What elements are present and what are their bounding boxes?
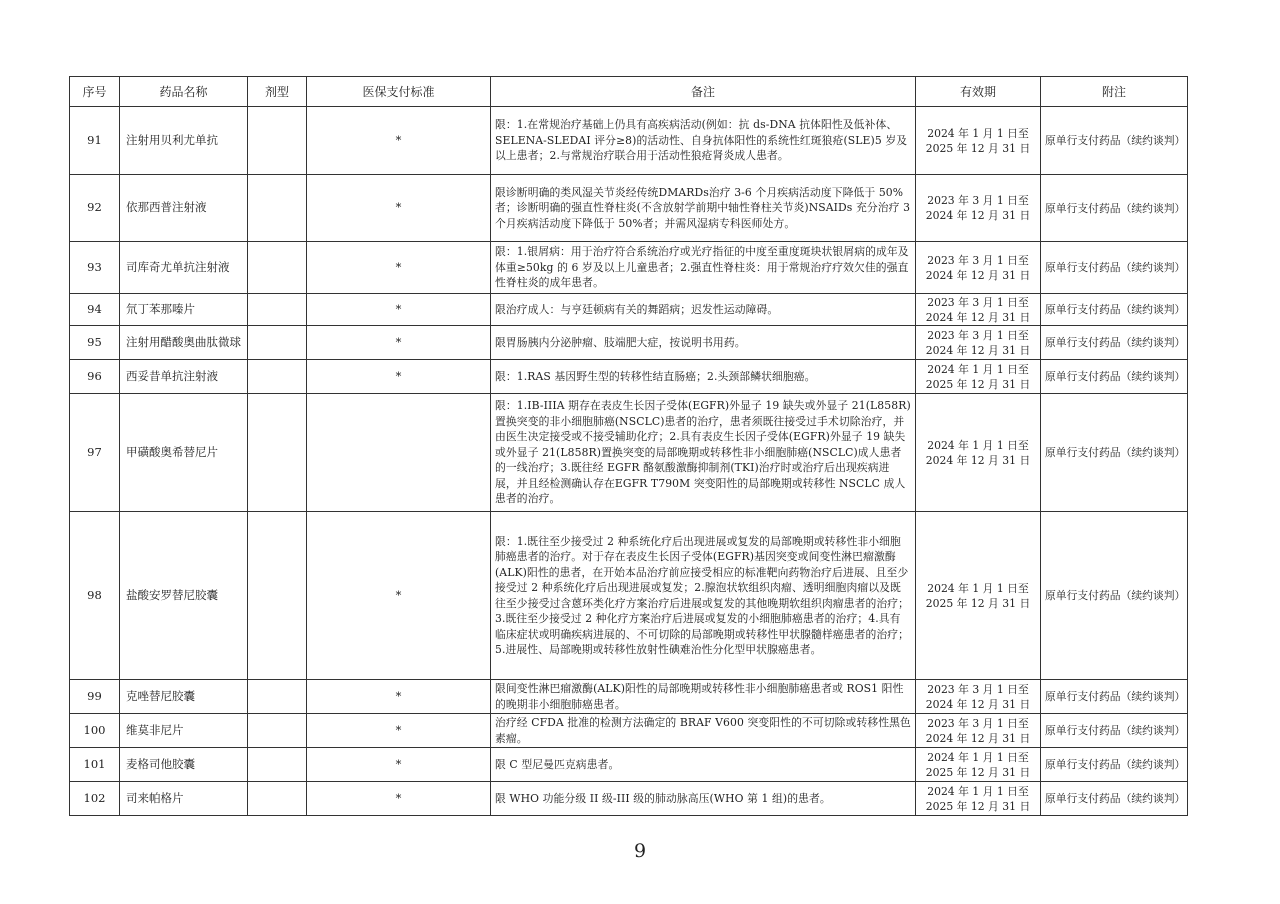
payment-standard: * <box>307 175 491 242</box>
valid-to: 2025 年 12 月 31 日 <box>925 141 1031 155</box>
header-validity: 有效期 <box>916 77 1041 107</box>
note-text: 原单行支付药品（续约谈判） <box>1041 242 1188 294</box>
note-text: 原单行支付药品（续约谈判） <box>1041 748 1188 782</box>
note-text: 原单行支付药品（续约谈判） <box>1041 107 1188 175</box>
valid-from: 2024 年 1 月 1 日至 <box>927 126 1029 140</box>
valid-from: 2023 年 3 月 1 日至 <box>927 253 1029 267</box>
dosage-form <box>248 748 307 782</box>
valid-from: 2023 年 3 月 1 日至 <box>927 682 1029 696</box>
remark-text: 限治疗成人：与亨廷顿病有关的舞蹈病；迟发性运动障碍。 <box>491 294 916 326</box>
dosage-form <box>248 107 307 175</box>
payment-standard: * <box>307 782 491 816</box>
row-number: 98 <box>70 512 120 680</box>
valid-from: 2024 年 1 月 1 日至 <box>927 438 1029 452</box>
row-number: 97 <box>70 394 120 512</box>
validity-period <box>916 512 1041 680</box>
valid-from: 2023 年 3 月 1 日至 <box>927 194 1029 207</box>
drug-name: 西妥昔单抗注射液 <box>120 360 248 394</box>
row-number: 95 <box>70 326 120 360</box>
remark-text: 限：1.既往至少接受过 2 种系统化疗后出现进展或复发的局部晚期或转移性非小细胞肺癌患者的治疗。对于存在表皮生长因子受体(EGFR)基因突变或间变性淋巴瘤激酶(ALK)阳性的患者，在开始本品治疗前应接受相应的标准靶向药物治疗后进展、且至少接受过 2 种系统化疗后出现进展或复发；2.腺泡状软组织肉瘤、透明细胞肉瘤以及既往至少接受过含蒽环类化疗方案治疗后进展或复发的其他晚期软组织肉瘤患者的治疗；3.既往至少接受过 2 种化疗方案治疗后进展或复发的小细胞肺癌患者的治疗；4.具有临床症状或明确疾病进展的、不可切除的局部晚期或转移性甲状腺髓样癌患者的治疗；5.进展性、局部晚期或转移性放射性碘难治性分化型甲状腺癌患者。 <box>491 512 916 680</box>
valid-to: 2025 年 12 月 31 日 <box>925 377 1031 391</box>
table-row <box>70 175 1188 242</box>
table-row <box>70 242 1188 294</box>
validity-period <box>916 294 1041 326</box>
payment-standard: * <box>307 326 491 360</box>
validity-period <box>916 680 1041 714</box>
valid-from: 2023 年 3 月 1 日至 <box>927 295 1029 309</box>
dosage-form <box>248 394 307 512</box>
validity-period <box>916 242 1041 294</box>
drug-name: 克唑替尼胶囊 <box>120 680 248 714</box>
valid-to: 2025 年 12 月 31 日 <box>925 765 1031 779</box>
valid-to: 2024 年 12 月 31 日 <box>925 731 1031 745</box>
drug-name: 依那西普注射液 <box>120 175 248 242</box>
table-row <box>70 512 1188 680</box>
dosage-form <box>248 175 307 242</box>
note-text: 原单行支付药品（续约谈判） <box>1041 294 1188 326</box>
drug-name: 注射用贝利尤单抗 <box>120 107 248 175</box>
valid-from: 2023 年 3 月 1 日至 <box>927 716 1029 730</box>
valid-to: 2024 年 12 月 31 日 <box>925 343 1031 357</box>
dosage-form <box>248 326 307 360</box>
table-row <box>70 394 1188 512</box>
remark-text: 限诊断明确的类风湿关节炎经传统DMARDs治疗 3-6 个月疾病活动度下降低于 50%者；诊断明确的强直性脊柱炎(不含放射学前期中轴性脊柱关节炎)NSAIDs 充分治疗 3 个月疾病活动度下降低于 50%者；并需风湿病专科医师处方。 <box>491 175 916 242</box>
remark-text: 限：1.IB-IIIA 期存在表皮生长因子受体(EGFR)外显子 19 缺失或外显子 21(L858R)置换突变的非小细胞肺癌(NSCLC)患者的治疗，患者须既往接受过手术切除治疗，并由医生决定接受或不接受辅助化疗；2.具有表皮生长因子受体(EGFR)外显子 19 缺失或外显子 21(L858R)置换突变的局部晚期或转移性非小细胞肺癌(NSCLC)成人患者的一线治疗；3.既往经 EGFR 酪氨酸激酶抑制剂(TKI)治疗时或治疗后出现疾病进展，并且经检测确认存在EGFR T790M 突变阳性的局部晚期或转移性 NSCLC 成人患者的治疗。 <box>491 394 916 512</box>
remark-text: 限间变性淋巴瘤激酶(ALK)阳性的局部晚期或转移性非小细胞肺癌患者或 ROS1 阳性的晚期非小细胞肺癌患者。 <box>491 680 916 714</box>
valid-to: 2025 年 12 月 31 日 <box>925 596 1031 610</box>
row-number: 99 <box>70 680 120 714</box>
payment-standard: * <box>307 512 491 680</box>
drug-name: 司来帕格片 <box>120 782 248 816</box>
validity-period <box>916 714 1041 748</box>
table-row <box>70 782 1188 816</box>
drug-name: 氘丁苯那嗪片 <box>120 294 248 326</box>
validity-period <box>916 175 1041 242</box>
dosage-form <box>248 782 307 816</box>
dosage-form <box>248 680 307 714</box>
drug-name: 司库奇尤单抗注射液 <box>120 242 248 294</box>
note-text: 原单行支付药品（续约谈判） <box>1041 394 1188 512</box>
row-number: 96 <box>70 360 120 394</box>
valid-to: 2024 年 12 月 31 日 <box>925 310 1031 324</box>
validity-period <box>916 748 1041 782</box>
payment-standard: * <box>307 107 491 175</box>
dosage-form <box>248 242 307 294</box>
valid-from: 2024 年 1 月 1 日至 <box>927 784 1029 798</box>
payment-standard: * <box>307 360 491 394</box>
table-row <box>70 360 1188 394</box>
payment-standard: * <box>307 748 491 782</box>
header-name: 药品名称 <box>120 77 248 107</box>
table-row <box>70 748 1188 782</box>
drug-name: 维莫非尼片 <box>120 714 248 748</box>
table-row <box>70 714 1188 748</box>
remark-text: 治疗经 CFDA 批准的检测方法确定的 BRAF V600 突变阳性的不可切除或转移性黑色素瘤。 <box>491 714 916 748</box>
payment-standard: * <box>307 294 491 326</box>
note-text: 原单行支付药品（续约谈判） <box>1041 714 1188 748</box>
note-text: 原单行支付药品（续约谈判） <box>1041 175 1188 242</box>
dosage-form <box>248 360 307 394</box>
valid-to: 2024 年 12 月 31 日 <box>925 697 1031 711</box>
note-text: 原单行支付药品（续约谈判） <box>1041 512 1188 680</box>
table-row <box>70 326 1188 360</box>
drug-name: 麦格司他胶囊 <box>120 748 248 782</box>
row-number: 94 <box>70 294 120 326</box>
table-row <box>70 294 1188 326</box>
validity-period <box>916 107 1041 175</box>
drug-name: 注射用醋酸奥曲肽微球 <box>120 326 248 360</box>
table-row <box>70 680 1188 714</box>
note-text: 原单行支付药品（续约谈判） <box>1041 326 1188 360</box>
page-number: 9 <box>633 840 647 862</box>
dosage-form <box>248 294 307 326</box>
payment-standard: * <box>307 242 491 294</box>
table-row <box>70 107 1188 175</box>
row-number: 92 <box>70 175 120 242</box>
valid-from: 2024 年 1 月 1 日至 <box>927 750 1029 764</box>
drug-name: 甲磺酸奥希替尼片 <box>120 394 248 512</box>
valid-from: 2023 年 3 月 1 日至 <box>927 328 1029 342</box>
remark-text: 限胃肠胰内分泌肿瘤、肢端肥大症，按说明书用药。 <box>491 326 916 360</box>
valid-to: 2024 年 12 月 31 日 <box>925 209 1031 222</box>
remark-text: 限：1.在常规治疗基础上仍具有高疾病活动(例如：抗 ds-DNA 抗体阳性及低补体、SELENA-SLEDAI 评分≥8)的活动性、自身抗体阳性的系统性红斑狼疮(SLE)5 岁及以上患者；2.与常规治疗联合用于活动性狼疮肾炎成人患者。 <box>491 107 916 175</box>
note-text: 原单行支付药品（续约谈判） <box>1041 782 1188 816</box>
dosage-form <box>248 512 307 680</box>
valid-to: 2024 年 12 月 31 日 <box>925 268 1031 282</box>
validity-period <box>916 782 1041 816</box>
table-body <box>70 107 1188 816</box>
validity-period <box>916 326 1041 360</box>
validity-period <box>916 394 1041 512</box>
validity-period <box>916 360 1041 394</box>
remark-text: 限 C 型尼曼匹克病患者。 <box>491 748 916 782</box>
remark-text: 限 WHO 功能分级 II 级-III 级的肺动脉高压(WHO 第 1 组)的患者。 <box>491 782 916 816</box>
dosage-form <box>248 714 307 748</box>
payment-standard <box>307 394 491 512</box>
row-number: 93 <box>70 242 120 294</box>
valid-from: 2024 年 1 月 1 日至 <box>927 581 1029 595</box>
row-number: 101 <box>70 748 120 782</box>
table-header-row <box>70 77 1188 107</box>
remark-text: 限：1.银屑病：用于治疗符合系统治疗或光疗指征的中度至重度斑块状银屑病的成年及体重≥50kg 的 6 岁及以上儿童患者；2.强直性脊柱炎：用于常规治疗疗效欠佳的强直性脊柱炎的成年患者。 <box>491 242 916 294</box>
valid-to: 2024 年 12 月 31 日 <box>925 453 1031 467</box>
valid-from: 2024 年 1 月 1 日至 <box>927 362 1029 376</box>
payment-standard: * <box>307 680 491 714</box>
payment-standard: * <box>307 714 491 748</box>
drug-table <box>69 76 1188 816</box>
row-number: 100 <box>70 714 120 748</box>
note-text: 原单行支付药品（续约谈判） <box>1041 360 1188 394</box>
remark-text: 限：1.RAS 基因野生型的转移性结直肠癌；2.头颈部鳞状细胞癌。 <box>491 360 916 394</box>
valid-to: 2025 年 12 月 31 日 <box>925 799 1031 813</box>
drug-name: 盐酸安罗替尼胶囊 <box>120 512 248 680</box>
row-number: 91 <box>70 107 120 175</box>
header-form: 剂型 <box>248 77 307 107</box>
header-remark: 备注 <box>491 77 916 107</box>
header-standard: 医保支付标准 <box>307 77 491 107</box>
note-text: 原单行支付药品（续约谈判） <box>1041 680 1188 714</box>
header-no: 序号 <box>70 77 120 107</box>
row-number: 102 <box>70 782 120 816</box>
header-note: 附注 <box>1041 77 1188 107</box>
